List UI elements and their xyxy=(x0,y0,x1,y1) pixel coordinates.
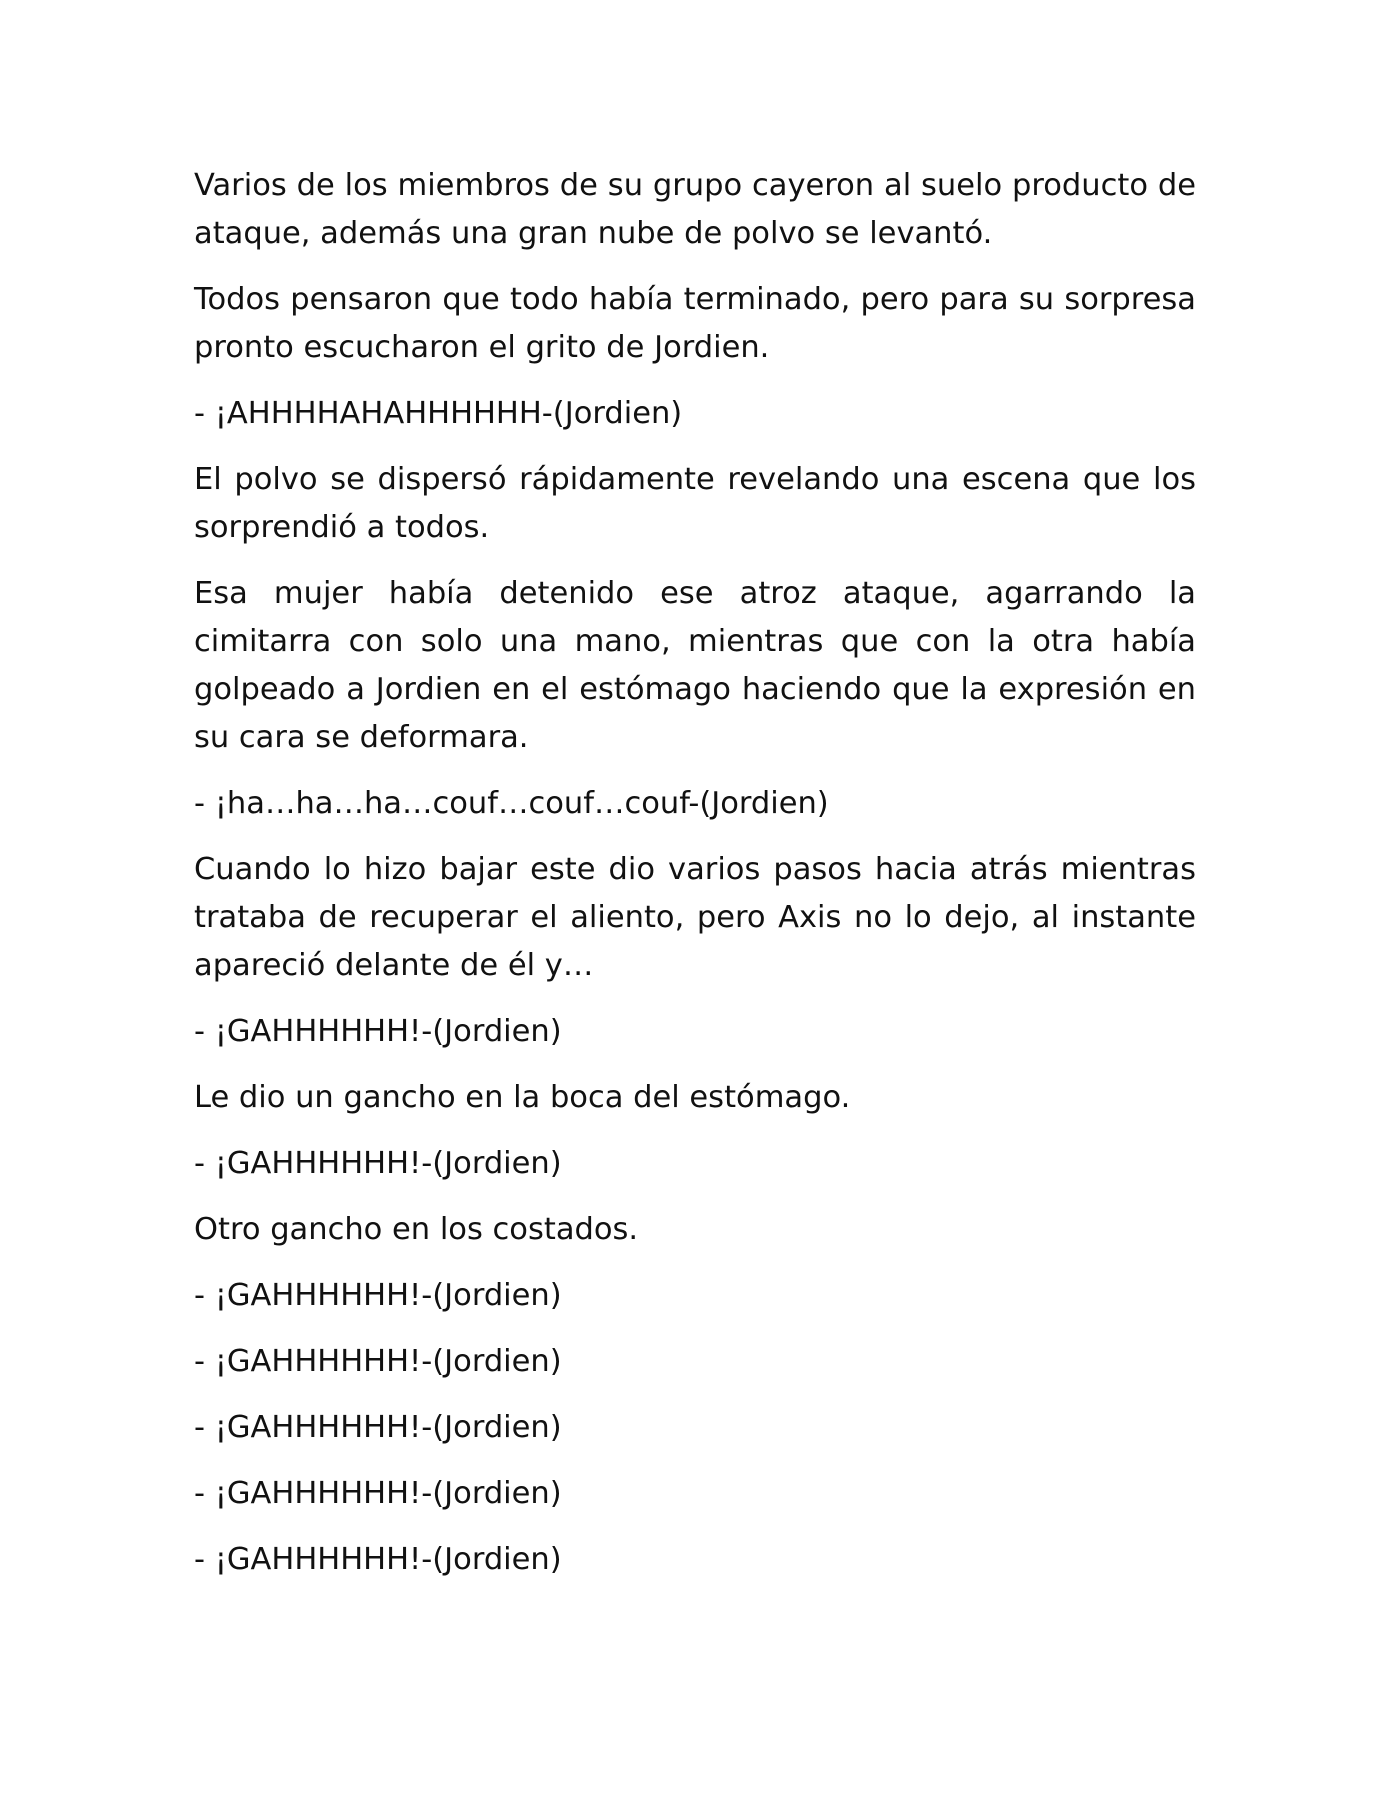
dialogue-line: - ¡ha…ha…ha…couf…couf…couf-(Jordien) xyxy=(194,786,829,821)
dialogue-line: - ¡GAHHHHHH!-(Jordien) xyxy=(194,1542,562,1577)
dialogue-line: - ¡GAHHHHHH!-(Jordien) xyxy=(194,1146,562,1181)
dialogue-line: - ¡GAHHHHHH!-(Jordien) xyxy=(194,1278,562,1313)
paragraph: Varios de los miembros de su grupo cayeron al suelo producto de ataque, además una gran nube de polvo se levantó. xyxy=(194,168,1196,251)
dialogue-line: - ¡GAHHHHHH!-(Jordien) xyxy=(194,1476,562,1511)
paragraph: Cuando lo hizo bajar este dio varios pasos hacia atrás mientras trataba de recuperar el aliento, pero Axis no lo dejo, al instante apareció delante de él y… xyxy=(194,852,1196,983)
paragraph: Otro gancho en los costados. xyxy=(194,1212,639,1247)
dialogue-line: - ¡GAHHHHHH!-(Jordien) xyxy=(194,1014,562,1049)
paragraph: Le dio un gancho en la boca del estómago. xyxy=(194,1080,851,1115)
dialogue-line: - ¡GAHHHHHH!-(Jordien) xyxy=(194,1410,562,1445)
paragraph: El polvo se dispersó rápidamente revelando una escena que los sorprendió a todos. xyxy=(194,462,1196,545)
document-body xyxy=(194,162,1196,1602)
dialogue-line: - ¡GAHHHHHH!-(Jordien) xyxy=(194,1344,562,1379)
dialogue-line: - ¡AHHHHAHAHHHHHH-(Jordien) xyxy=(194,396,683,431)
paragraph: Esa mujer había detenido ese atroz ataque, agarrando la cimitarra con solo una mano, mientras que con la otra había golpeado a Jordien en el estómago haciendo que la expresión en su cara se deformara. xyxy=(194,576,1196,755)
paragraph: Todos pensaron que todo había terminado, pero para su sorpresa pronto escucharon el grito de Jordien. xyxy=(194,282,1196,365)
